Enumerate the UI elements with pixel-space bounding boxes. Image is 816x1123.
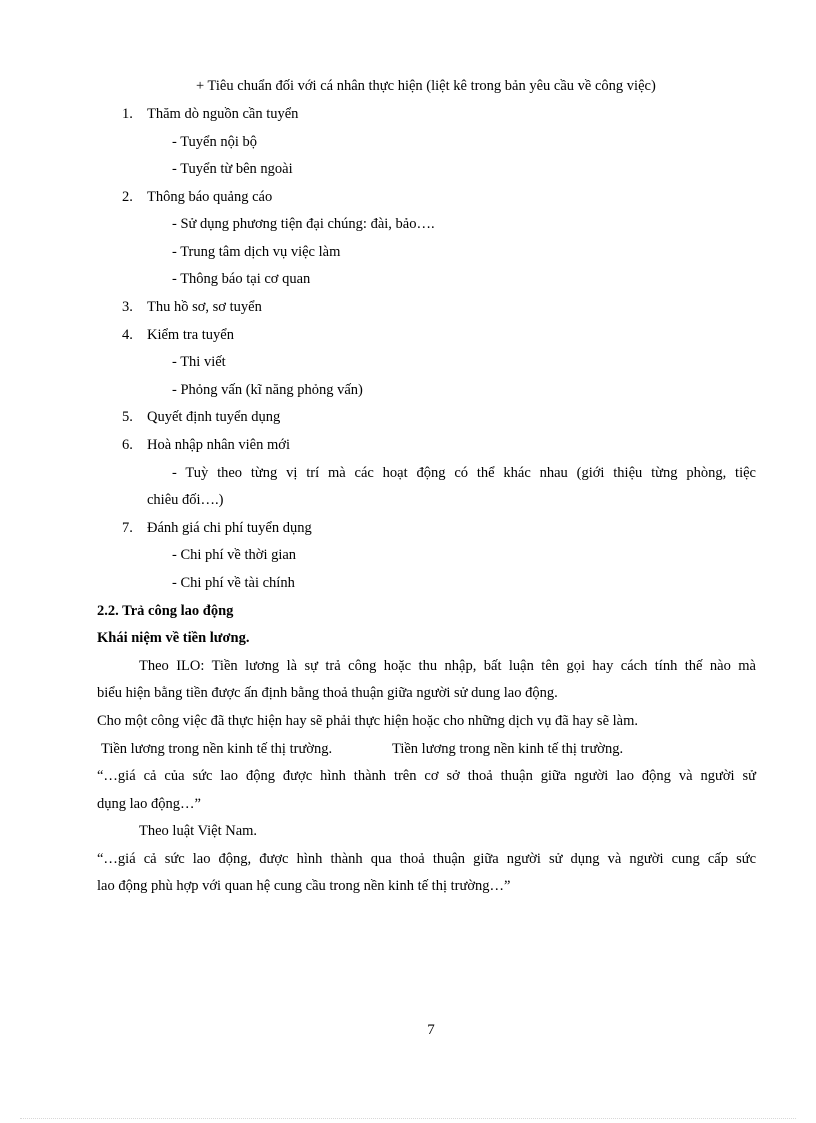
market-wage-right: Tiền lương trong nền kinh tế thị trường. xyxy=(392,741,624,757)
quote-line: “…giá cả sức lao động, được hình thành qua thoả thuận giữa người sử dụng và người cung cấp sức xyxy=(97,851,756,867)
step-title: Quyết định tuyển dụng xyxy=(147,409,281,425)
quote-line: lao động phù hợp với quan hệ cung cầu trong nền kinh tế thị trường…” xyxy=(97,878,511,894)
step-subitem: - Chi phí về tài chính xyxy=(172,575,295,591)
paragraph-line: Theo ILO: Tiền lương là sự trả công hoặc thu nhập, bất luận tên gọi hay cách tính thế nào mà xyxy=(139,658,756,674)
step-number: 4. xyxy=(122,327,133,343)
step-title: Thăm dò nguồn cần tuyển xyxy=(147,106,299,122)
step-number: 5. xyxy=(122,409,133,425)
market-wage-left: Tiền lương trong nền kinh tế thị trường. xyxy=(101,741,333,757)
page-number: 7 xyxy=(427,1022,435,1038)
step-subitem: - Tuỳ theo từng vị trí mà các hoạt động có thể khác nhau (giới thiệu từng phòng, tiệc xyxy=(172,465,756,481)
step-subitem: - Chi phí về thời gian xyxy=(172,547,297,563)
section-heading: 2.2. Trả công lao động xyxy=(97,603,234,619)
step-subitem: - Trung tâm dịch vụ việc làm xyxy=(172,244,341,260)
step-subitem: - Thông báo tại cơ quan xyxy=(172,271,311,287)
paragraph-line: biểu hiện bằng tiền được ấn định bằng thoả thuận giữa người sử dung lao động. xyxy=(97,685,558,701)
step-title: Thông báo quảng cáo xyxy=(147,189,273,205)
step-subitem-continuation: chiêu đối….) xyxy=(147,492,224,508)
step-number: 6. xyxy=(122,437,133,453)
paragraph-line: Cho một công việc đã thực hiện hay sẽ phải thực hiện hoặc cho những dịch vụ đã hay sẽ làm. xyxy=(97,713,639,729)
step-number: 2. xyxy=(122,189,133,205)
step-subitem: - Phỏng vấn (kĩ năng phỏng vấn) xyxy=(172,382,363,398)
page-bottom-rule xyxy=(20,1118,796,1119)
step-subitem: - Tuyển từ bên ngoài xyxy=(172,161,293,177)
quote-line: “…giá cả của sức lao động được hình thành trên cơ sở thoả thuận giữa người lao động và người sử xyxy=(97,768,756,784)
step-title: Hoà nhập nhân viên mới xyxy=(147,437,290,453)
concept-heading: Khái niệm về tiền lương. xyxy=(97,630,250,646)
step-title: Đánh giá chi phí tuyển dụng xyxy=(147,520,312,536)
step-title: Kiểm tra tuyển xyxy=(147,327,234,343)
step-title: Thu hồ sơ, sơ tuyển xyxy=(147,299,262,315)
criteria-line: + Tiêu chuẩn đối với cá nhân thực hiện (liệt kê trong bản yêu cầu về công việc) xyxy=(196,78,656,94)
step-subitem: - Sử dụng phương tiện đại chúng: đài, bảo…. xyxy=(172,216,435,232)
step-subitem: - Thi viết xyxy=(172,354,226,370)
step-number: 7. xyxy=(122,520,133,536)
step-number: 1. xyxy=(122,106,133,122)
quote-line: dụng lao động…” xyxy=(97,796,201,812)
step-subitem: - Tuyển nội bộ xyxy=(172,134,258,150)
vn-law-label: Theo luật Việt Nam. xyxy=(139,823,258,839)
step-number: 3. xyxy=(122,299,133,315)
